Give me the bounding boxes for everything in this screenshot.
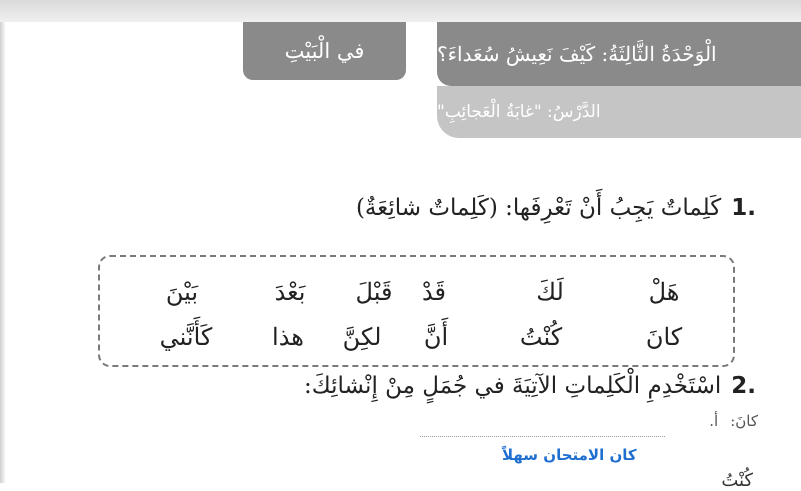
- lesson-title: الدَّرْسُ: "غابَةُ الْعَجائِبِ": [437, 102, 601, 122]
- home-tab: [243, 22, 406, 80]
- word-item: بَيْنَ: [165, 278, 199, 306]
- answer-text[interactable]: كان الامتحان سهلاً: [502, 446, 637, 464]
- word-item: هَلْ: [648, 278, 680, 306]
- section-1-heading: [356, 195, 756, 221]
- item-word: كانَ:: [730, 412, 758, 430]
- page-edge-shadow: [0, 22, 6, 483]
- word-item: كانَ: [645, 323, 683, 351]
- lesson-title-banner: [437, 86, 801, 138]
- home-tab-label: في الْبَيْتِ: [284, 39, 365, 63]
- word-item: قَدْ: [421, 278, 447, 306]
- section-1-number: 1.: [731, 195, 756, 221]
- word-item: كَأَنَّني: [159, 323, 213, 351]
- item-letter: أ.: [709, 412, 719, 430]
- word-item: كُنْتُ: [519, 323, 563, 351]
- exercise-item-a: [709, 412, 758, 430]
- word-item: لَكَ: [536, 278, 564, 306]
- section-1-title: كَلِماتٌ يَجِبُ أَنْ تَعْرِفَها: (كَلِماتٌ شائِعَةٌ): [355, 195, 722, 221]
- next-item-fragment: كُنْتُ: [721, 470, 753, 491]
- word-item: هذا: [272, 323, 304, 351]
- word-item: لكِنَّ: [342, 323, 382, 351]
- word-item: أَنَّ: [423, 323, 449, 351]
- word-item: قَبْلَ: [355, 278, 393, 306]
- unit-title: الْوَحْدَةُ الثَّالِثَةُ: كَيْفَ نَعِيشُ سُعَداءَ؟: [437, 42, 717, 66]
- answer-line[interactable]: [420, 436, 665, 437]
- unit-title-banner: [437, 22, 801, 86]
- section-2-title: اسْتَخْدِمِ الْكَلِماتِ الآتِيَةَ في جُمَلٍ مِنْ إِنْشائِكَ:: [303, 373, 722, 399]
- word-item: بَعْدَ: [274, 278, 306, 306]
- page-top-strip: [0, 0, 801, 22]
- section-2-number: 2.: [731, 373, 756, 399]
- section-2-heading: [304, 373, 756, 399]
